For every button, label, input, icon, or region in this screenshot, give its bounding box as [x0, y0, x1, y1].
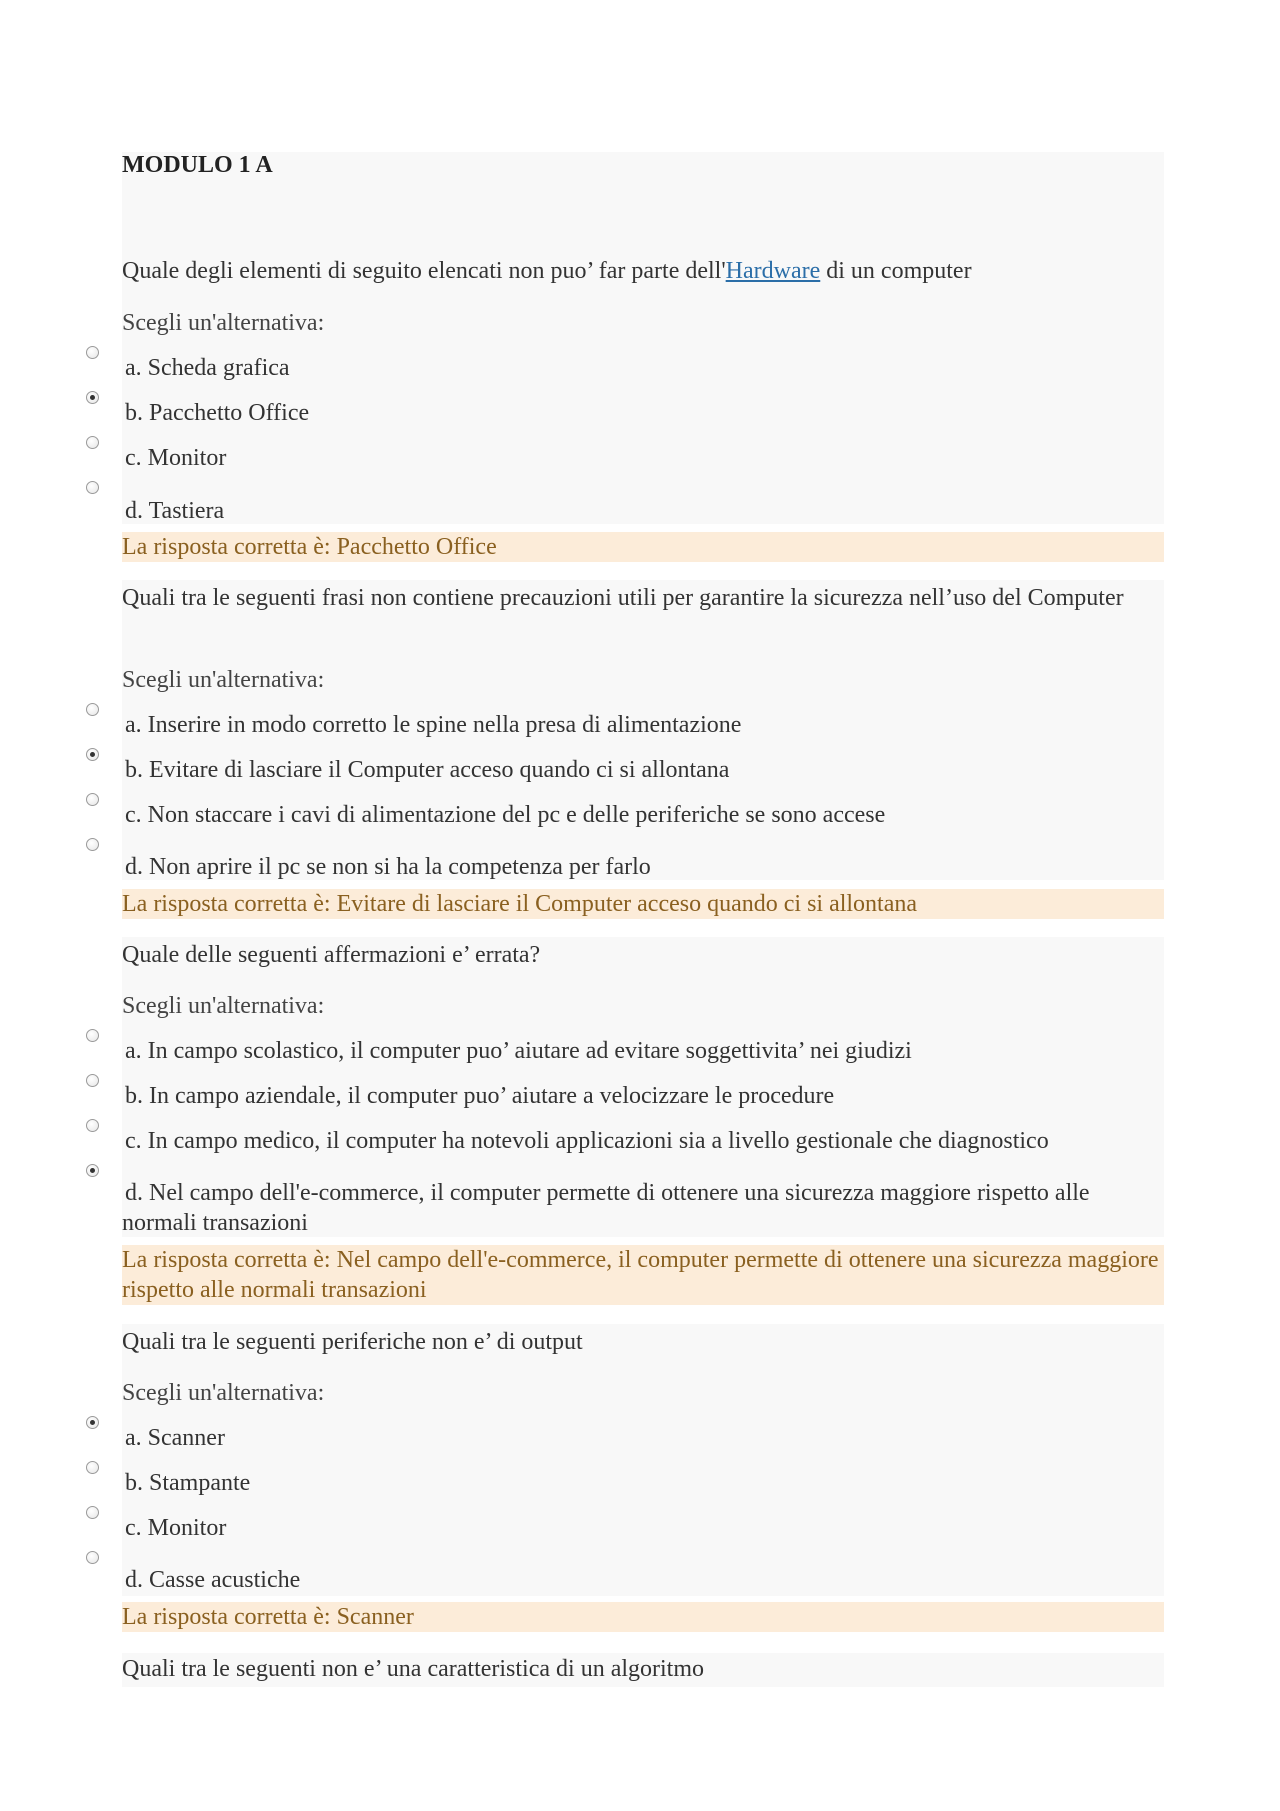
choose-prompt-1: Scegli un'alternativa:: [122, 310, 325, 336]
question-text-1: Quale degli elementi di seguito elencati non puo’ far parte dell'Hardware di un computer: [122, 258, 972, 284]
question-text-2: Quali tra le seguenti frasi non contiene precauzioni utili per garantire la sicurezza nell’uso del Computer: [122, 585, 1124, 611]
option-1a[interactable]: a. Scheda grafica: [125, 355, 290, 381]
choose-prompt-3: Scegli un'alternativa:: [122, 993, 325, 1019]
correct-answer-3: La risposta corretta è: Nel campo dell'e-commerce, il computer permette di ottenere una sicurezza maggiore rispetto alle normali transazioni: [122, 1245, 1164, 1305]
option-3b[interactable]: b. In campo aziendale, il computer puo’ aiutare a velocizzare le procedure: [125, 1083, 835, 1109]
option-2c[interactable]: c. Non staccare i cavi di alimentazione del pc e delle periferiche se sono accese: [125, 802, 886, 828]
radio-option-1c[interactable]: [86, 436, 99, 449]
question-block-4: [122, 1324, 1164, 1596]
option-2a[interactable]: a. Inserire in modo corretto le spine nella presa di alimentazione: [125, 712, 742, 738]
radio-option-4b[interactable]: [86, 1461, 99, 1474]
radio-option-1a[interactable]: [86, 346, 99, 359]
radio-option-3d[interactable]: [86, 1164, 99, 1177]
question-text-4: Quali tra le seguenti periferiche non e’ di output: [122, 1329, 583, 1355]
radio-option-4d[interactable]: [86, 1551, 99, 1564]
correct-answer-4: La risposta corretta è: Scanner: [122, 1602, 1164, 1632]
option-4c[interactable]: c. Monitor: [125, 1515, 227, 1541]
correct-answer-2: La risposta corretta è: Evitare di lasciare il Computer acceso quando ci si allontana: [122, 889, 1164, 919]
radio-option-2c[interactable]: [86, 793, 99, 806]
radio-option-3a[interactable]: [86, 1029, 99, 1042]
radio-option-1d[interactable]: [86, 481, 99, 494]
option-1b[interactable]: b. Pacchetto Office: [125, 400, 310, 426]
option-1c[interactable]: c. Monitor: [125, 445, 227, 471]
option-4a[interactable]: a. Scanner: [125, 1425, 225, 1451]
radio-option-2b[interactable]: [86, 748, 99, 761]
option-3d[interactable]: d. Nel campo dell'e-commerce, il computer permette di ottenere una sicurezza maggiore rispetto alle normali transazioni: [122, 1180, 1090, 1236]
option-3c[interactable]: c. In campo medico, il computer ha notevoli applicazioni sia a livello gestionale che diagnostico: [125, 1128, 1049, 1154]
radio-option-2d[interactable]: [86, 838, 99, 851]
radio-option-3b[interactable]: [86, 1074, 99, 1087]
hardware-link[interactable]: Hardware: [725, 258, 821, 284]
radio-option-4c[interactable]: [86, 1506, 99, 1519]
radio-option-2a[interactable]: [86, 703, 99, 716]
radio-option-3c[interactable]: [86, 1119, 99, 1132]
option-4d[interactable]: d. Casse acustiche: [125, 1567, 301, 1593]
module-title: MODULO 1 A: [122, 152, 273, 178]
option-4b[interactable]: b. Stampante: [125, 1470, 251, 1496]
option-2b[interactable]: b. Evitare di lasciare il Computer acceso quando ci si allontana: [125, 757, 730, 783]
correct-answer-1: La risposta corretta è: Pacchetto Office: [122, 532, 1164, 562]
option-3a[interactable]: a. In campo scolastico, il computer puo’ aiutare ad evitare soggettivita’ nei giudizi: [125, 1038, 912, 1064]
radio-option-4a[interactable]: [86, 1416, 99, 1429]
radio-option-1b[interactable]: [86, 391, 99, 404]
option-2d[interactable]: d. Non aprire il pc se non si ha la competenza per farlo: [125, 854, 651, 880]
question-text-5: Quali tra le seguenti non e’ una caratteristica di un algoritmo: [122, 1656, 705, 1682]
choose-prompt-4: Scegli un'alternativa:: [122, 1380, 325, 1406]
choose-prompt-2: Scegli un'alternativa:: [122, 667, 325, 693]
question-text-3: Quale delle seguenti affermazioni e’ errata?: [122, 942, 541, 968]
option-1d[interactable]: d. Tastiera: [125, 498, 225, 524]
